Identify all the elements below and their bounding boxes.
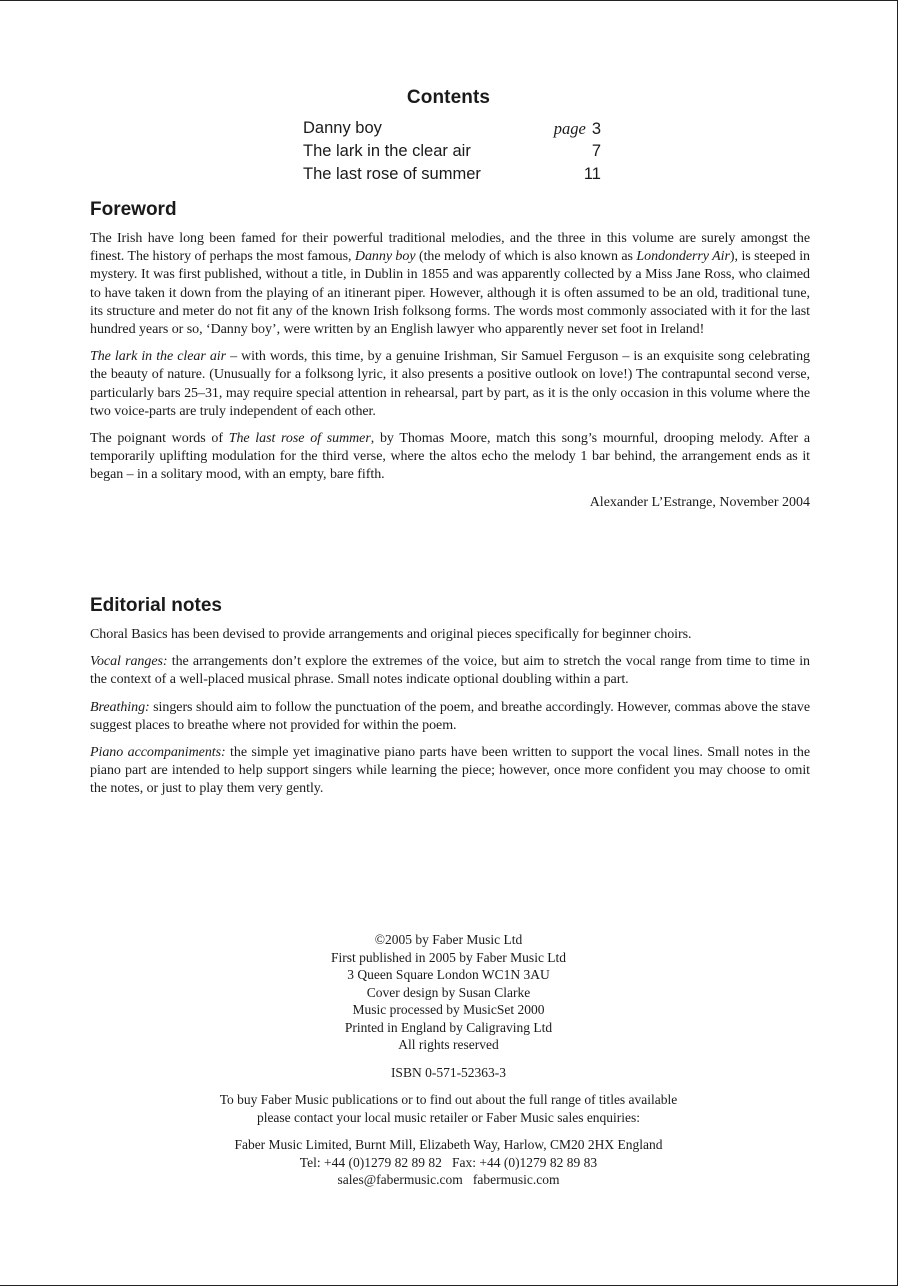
imprint-line: All rights reserved <box>398 1037 499 1052</box>
toc-entry-page: 11 <box>583 165 601 183</box>
toc-entry-title: The lark in the clear air <box>303 142 471 160</box>
imprint-line: Printed in England by Caligraving Ltd <box>344 1019 553 1035</box>
editorial-notes-heading: Editorial notes <box>90 595 222 616</box>
telephone: Tel: +44 (0)1279 82 89 82 <box>299 1154 442 1170</box>
email-link[interactable]: sales@fabermusic.com <box>337 1172 463 1187</box>
foreword-body <box>90 230 810 512</box>
editorial-intro: Choral Basics has been devised to provide arrangements and original pieces specifically for beginner choirs. <box>90 627 692 642</box>
buy-info-line: please contact your local music retailer or Faber Music sales enquiries: <box>256 1109 641 1125</box>
isbn: ISBN 0-571-52363-3 <box>390 1064 507 1080</box>
editorial-piano: Piano accompaniments: the simple yet imaginative piano parts have been written to support the vocal lines. Small notes in the piano part are intended to help support singers while learning the piece; however, once more confident you may choose to omit the notes, or just to play them very gently. <box>90 745 810 797</box>
contents-heading: Contents <box>406 87 491 108</box>
imprint-line: Cover design by Susan Clarke <box>366 984 531 1000</box>
foreword-heading: Foreword <box>90 199 177 220</box>
publisher-address: Faber Music Limited, Burnt Mill, Elizabeth Way, Harlow, CM20 2HX England <box>234 1137 663 1152</box>
website-link[interactable]: fabermusic.com <box>472 1172 560 1187</box>
toc-entry-title: The last rose of summer <box>303 165 481 183</box>
imprint-block <box>0 931 897 1189</box>
editorial-notes-body <box>90 626 810 808</box>
toc-entry[interactable] <box>303 117 603 140</box>
imprint-line: Music processed by MusicSet 2000 <box>352 1002 545 1017</box>
toc-entry[interactable] <box>303 163 603 186</box>
contact-phone-line <box>0 1154 897 1172</box>
imprint-line: First published in 2005 by Faber Music Ltd <box>330 949 567 965</box>
toc-entry-page: 7 <box>591 142 601 160</box>
editorial-breathing: Breathing: singers should aim to follow the punctuation of the poem, and breathe accordingly. However, commas above the stave suggest places to breathe where not provided for within the poem. <box>90 699 810 733</box>
toc-entry-title: Danny boy <box>303 119 382 137</box>
contact-web-line <box>0 1171 897 1189</box>
foreword-paragraph-2: The lark in the clear air – with words, this time, by a genuine Irishman, Sir Samuel Ferguson – is an exquisite song celebrating the beauty of nature. (Unusually for a folksong lyric, it also presents a positive outlook on love!) The contrapuntal second verse, particularly bars 25–31, may require special attention in rehearsal, part by part, as it is the only occasion in this volume where the two voice-parts are truly independent of each other. <box>90 349 810 419</box>
buy-info-line: To buy Faber Music publications or to find out about the full range of titles available <box>219 1092 678 1107</box>
foreword-paragraph-3: The poignant words of The last rose of summer, by Thomas Moore, match this song’s mournful, drooping melody. After a temporarily uplifting modulation for the third verse, where the altos echo the melody 1 bar behind, the arrangement ends as it began – in a solitary mood, with an empty, bare fifth. <box>90 431 810 483</box>
table-of-contents <box>303 117 603 186</box>
toc-entry-page: 3 <box>591 120 601 138</box>
fax: Fax: +44 (0)1279 82 89 83 <box>451 1154 598 1170</box>
imprint-line: 3 Queen Square London WC1N 3AU <box>347 967 550 982</box>
toc-page-word: page <box>553 119 586 138</box>
toc-entry[interactable] <box>303 140 603 163</box>
foreword-signature: Alexander L’Estrange, November 2004 <box>589 494 810 510</box>
editorial-vocal-ranges: Vocal ranges: the arrangements don’t explore the extremes of the voice, but aim to stretch the vocal range from time to time in the context of a well-placed musical phrase. Small notes indicate optional doubling within a part. <box>90 654 810 688</box>
foreword-paragraph-1: The Irish have long been famed for their powerful traditional melodies, and the three in this volume are surely amongst the finest. The history of perhaps the most famous, Danny boy (the melody of which is also known as Londonderry Air), is steeped in mystery. It was first published, without a title, in Dublin in 1855 and was apparently collected by a Miss Jane Ross, who claimed to have taken it down from the playing of an itinerant piper. However, although it is often assumed to be an old, traditional tune, its structure and meter do not fit any of the known Irish folksong forms. The words most commonly associated with it for the last hundred years or so, ‘Danny boy’, were written by an English lawyer who apparently never set foot in Ireland! <box>90 231 811 338</box>
imprint-line: ©2005 by Faber Music Ltd <box>374 932 523 947</box>
